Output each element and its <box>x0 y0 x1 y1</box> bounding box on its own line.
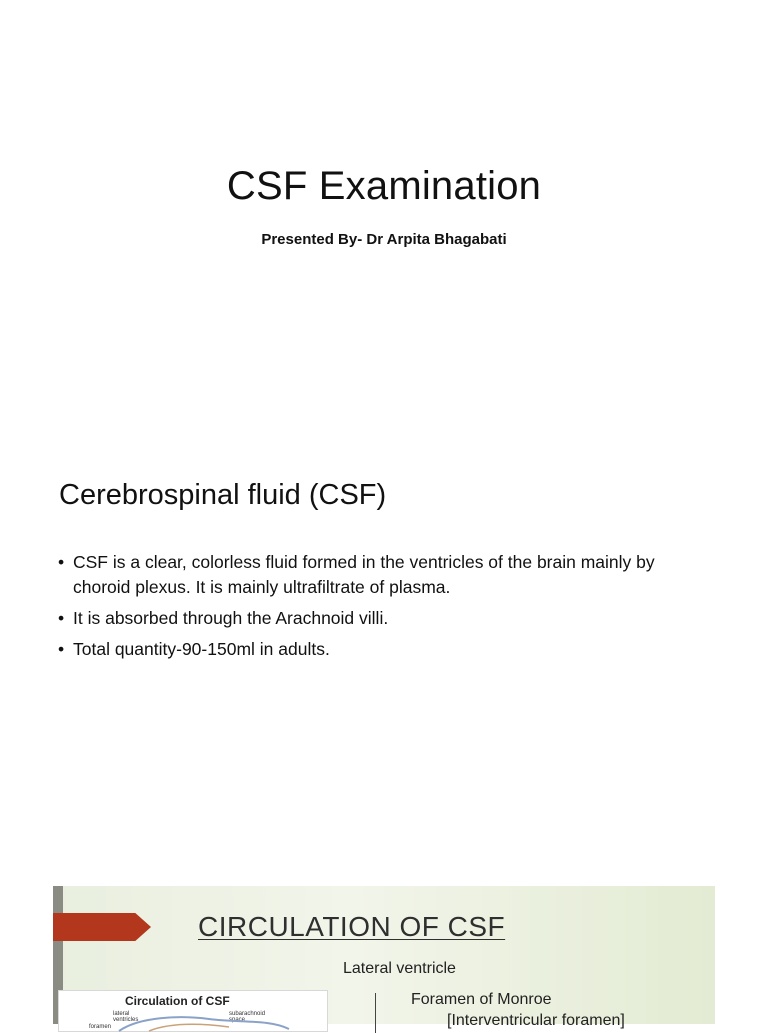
csf-intro-slide <box>0 432 768 864</box>
vertical-divider <box>375 993 376 1033</box>
title-slide <box>0 0 768 432</box>
circulation-diagram <box>58 990 328 1032</box>
diagram-title: Circulation of CSF <box>125 994 230 1008</box>
red-arrow-decoration <box>53 913 151 941</box>
diagram-label-subarachnoid: subarachnoid space <box>229 1011 266 1023</box>
bullet-icon: • <box>58 608 65 628</box>
circulation-title: CIRCULATION OF CSF <box>198 911 506 942</box>
interventricular-label: [Interventricular foramen] <box>447 1012 625 1029</box>
bullet-item <box>58 550 698 600</box>
lateral-ventricle-label: Lateral ventricle <box>343 960 456 977</box>
bullet-icon: • <box>58 639 65 659</box>
bullet-text: CSF is a clear, colorless fluid formed in the ventricles of the brain mainly by choroid plexus. It is mainly ultrafiltrate of plasma. <box>73 552 655 597</box>
bullet-list <box>58 550 698 668</box>
foramen-label: Foramen of Monroe <box>411 991 552 1008</box>
slide-heading: Cerebrospinal fluid (CSF) <box>59 479 387 511</box>
brain-sketch-icon <box>99 1013 299 1033</box>
presenter-subtitle: Presented By- Dr Arpita Bhagabati <box>261 231 507 248</box>
bullet-icon: • <box>58 552 65 572</box>
diagram-label-lateral: lateral ventricles <box>113 1011 139 1023</box>
csf-circulation-slide <box>53 886 715 1030</box>
bullet-item <box>58 637 698 662</box>
bullet-text: Total quantity-90-150ml in adults. <box>73 639 330 659</box>
bullet-text: It is absorbed through the Arachnoid villi. <box>73 608 389 628</box>
bullet-item <box>58 606 698 631</box>
presentation-title: CSF Examination <box>226 164 542 208</box>
diagram-label-foramen: foramen <box>89 1024 112 1030</box>
